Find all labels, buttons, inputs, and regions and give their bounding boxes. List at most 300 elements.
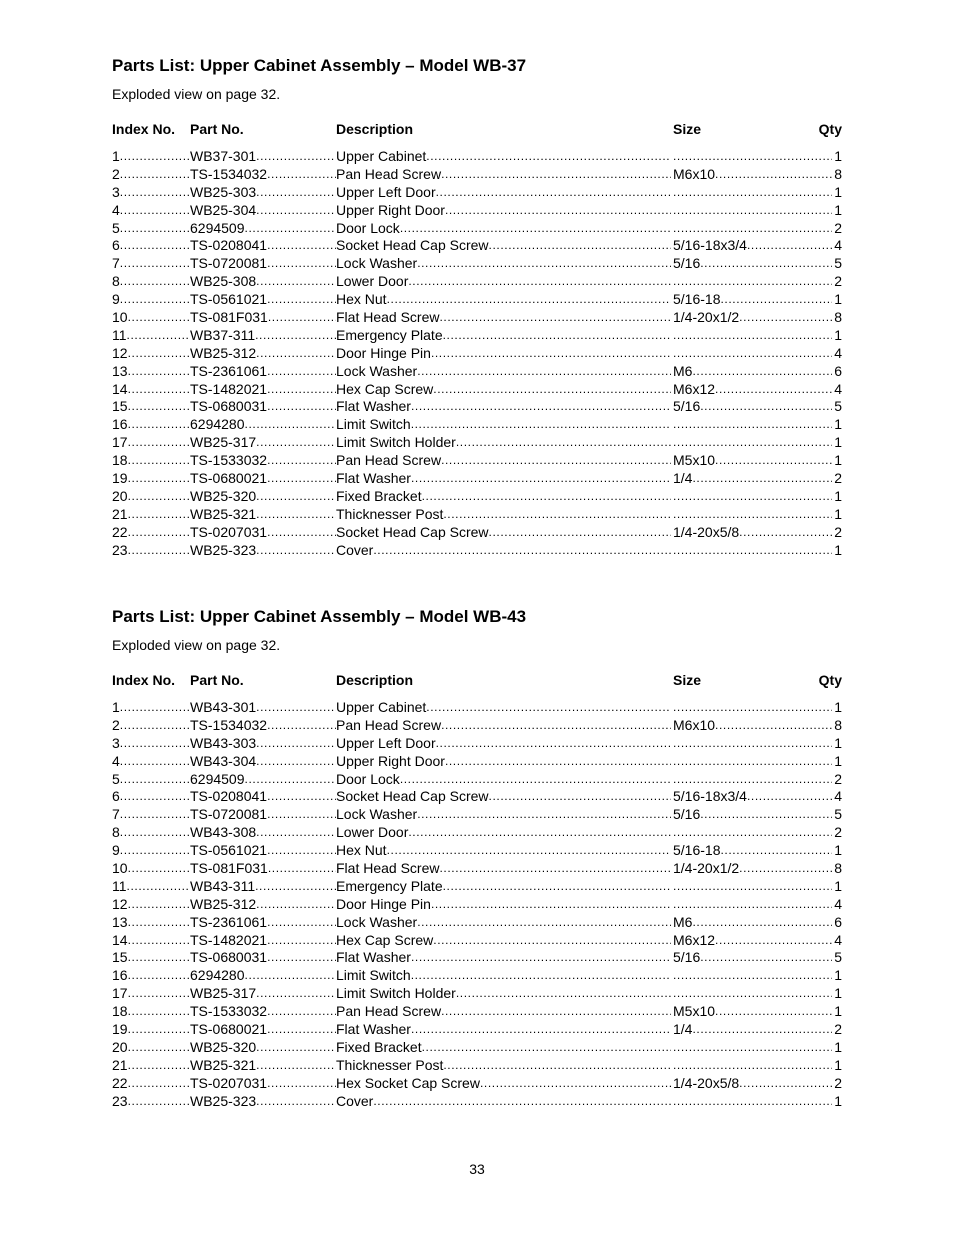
index-text: 22: [112, 1074, 128, 1091]
table-row: [112, 327, 842, 345]
dot-leader: [256, 506, 336, 524]
size-cell: [673, 717, 832, 735]
description-cell: [336, 202, 671, 220]
dot-leader: [417, 806, 671, 824]
table-row: [112, 345, 842, 363]
size-cell: [673, 896, 832, 914]
qty-text: 2: [834, 470, 842, 487]
dot-leader: [256, 202, 336, 220]
index-text: 3: [112, 734, 120, 751]
index-cell: [112, 363, 190, 381]
index-cell: [112, 1039, 190, 1057]
table-row: [112, 381, 842, 399]
description-text: Flat Washer: [336, 470, 411, 487]
index-text: 20: [112, 1038, 128, 1055]
dot-leader: [128, 1021, 190, 1039]
qty-text: 5: [834, 949, 842, 966]
dot-leader: [256, 985, 336, 1003]
part-cell: [190, 416, 336, 434]
table-header: [112, 121, 842, 138]
header-index: Index No.: [112, 121, 176, 137]
dot-leader: [433, 932, 671, 950]
description-text: Emergency Plate: [336, 326, 443, 343]
index-cell: [112, 434, 190, 452]
table-row: [112, 363, 842, 381]
part-text: WB25-320: [190, 1038, 257, 1055]
table-row: [112, 717, 842, 735]
dot-leader: [256, 273, 336, 291]
dot-leader: [673, 967, 832, 985]
description-text: Thicknesser Post: [336, 1056, 444, 1073]
description-text: Flat Head Screw: [336, 860, 440, 877]
part-cell: [190, 220, 336, 238]
description-text: Socket Head Cap Screw: [336, 788, 489, 805]
description-cell: [336, 967, 671, 985]
dot-leader: [673, 416, 832, 434]
dot-leader: [128, 345, 190, 363]
size-cell: [673, 1003, 832, 1021]
dot-leader: [673, 542, 832, 560]
part-cell: [190, 932, 336, 950]
size-cell: [673, 416, 832, 434]
description-cell: [336, 735, 671, 753]
dot-leader: [245, 416, 336, 434]
part-cell: [190, 237, 336, 255]
size-cell: [673, 184, 832, 202]
index-cell: [112, 506, 190, 524]
dot-leader: [256, 434, 336, 452]
dot-leader: [715, 381, 832, 399]
table-row: [112, 878, 842, 896]
dot-leader: [267, 806, 336, 824]
size-cell: [673, 542, 832, 560]
size-text: M6x10: [673, 716, 716, 733]
qty-text: 4: [834, 344, 842, 361]
dot-leader: [120, 806, 190, 824]
index-cell: [112, 967, 190, 985]
size-cell: [673, 806, 832, 824]
part-cell: [190, 788, 336, 806]
description-cell: [336, 166, 671, 184]
description-text: Hex Cap Screw: [336, 931, 434, 948]
dot-leader: [443, 506, 671, 524]
index-text: 21: [112, 505, 128, 522]
description-cell: [336, 148, 671, 166]
index-text: 12: [112, 344, 128, 361]
index-text: 5: [112, 770, 120, 787]
dot-leader: [267, 524, 336, 542]
dot-leader: [245, 967, 336, 985]
description-cell: [336, 434, 671, 452]
size-cell: [673, 753, 832, 771]
dot-leader: [673, 488, 832, 506]
size-cell: [673, 1039, 832, 1057]
dot-leader: [120, 166, 190, 184]
index-cell: [112, 398, 190, 416]
part-text: TS-2361061: [190, 913, 268, 930]
size-cell: [673, 842, 832, 860]
index-text: 19: [112, 470, 128, 487]
qty-text: 1: [834, 201, 842, 218]
dot-leader: [267, 1021, 336, 1039]
qty-text: 4: [834, 237, 842, 254]
dot-leader: [673, 985, 832, 1003]
index-cell: [112, 488, 190, 506]
description-cell: [336, 381, 671, 399]
part-text: WB25-320: [190, 487, 257, 504]
dot-leader: [715, 1003, 832, 1021]
description-text: Door Hinge Pin: [336, 344, 431, 361]
part-text: WB25-317: [190, 985, 257, 1002]
dot-leader: [120, 184, 190, 202]
dot-leader: [747, 237, 832, 255]
index-text: 9: [112, 842, 120, 859]
part-cell: [190, 806, 336, 824]
part-cell: [190, 148, 336, 166]
size-cell: [673, 932, 832, 950]
description-text: Limit Switch Holder: [336, 985, 456, 1002]
index-cell: [112, 184, 190, 202]
index-cell: [112, 788, 190, 806]
qty-text: 2: [834, 523, 842, 540]
dot-leader: [267, 949, 336, 967]
table-row: [112, 1003, 842, 1021]
size-text: M5x10: [673, 452, 716, 469]
part-text: WB25-321: [190, 1056, 257, 1073]
index-text: 23: [112, 541, 128, 558]
table-row: [112, 506, 842, 524]
table-row: [112, 753, 842, 771]
qty-text: 8: [834, 716, 842, 733]
dot-leader: [128, 524, 190, 542]
description-text: Hex Cap Screw: [336, 380, 434, 397]
table-row: [112, 452, 842, 470]
dot-leader: [739, 309, 832, 327]
section-subtitle: Exploded view on page 32.: [112, 637, 281, 653]
part-text: 6294280: [190, 967, 245, 984]
description-text: Limit Switch: [336, 416, 411, 433]
index-text: 10: [112, 309, 128, 326]
index-cell: [112, 842, 190, 860]
parts-table-body: [112, 148, 842, 559]
table-row: [112, 220, 842, 238]
part-text: WB43-304: [190, 752, 257, 769]
description-cell: [336, 291, 671, 309]
dot-leader: [411, 1021, 671, 1039]
index-text: 19: [112, 1021, 128, 1038]
header-qty: Qty: [818, 121, 842, 137]
size-text: 1/4: [673, 1021, 693, 1038]
dot-leader: [445, 753, 671, 771]
part-text: WB37-301: [190, 148, 257, 164]
dot-leader: [256, 542, 336, 560]
dot-leader: [673, 184, 832, 202]
description-cell: [336, 470, 671, 488]
index-cell: [112, 291, 190, 309]
dot-leader: [739, 860, 832, 878]
size-cell: [673, 363, 832, 381]
qty-text: 1: [834, 541, 842, 558]
description-cell: [336, 184, 671, 202]
dot-leader: [720, 842, 832, 860]
qty-text: 1: [834, 842, 842, 859]
description-cell: [336, 1003, 671, 1021]
table-row: [112, 255, 842, 273]
part-cell: [190, 345, 336, 363]
part-text: WB43-308: [190, 824, 257, 841]
description-cell: [336, 1075, 671, 1093]
dot-leader: [256, 1057, 336, 1075]
table-row: [112, 1039, 842, 1057]
part-cell: [190, 1093, 336, 1111]
dot-leader: [692, 1021, 832, 1039]
dot-leader: [120, 273, 190, 291]
dot-leader: [128, 506, 190, 524]
dot-leader: [436, 184, 671, 202]
dot-leader: [441, 452, 671, 470]
part-text: WB25-323: [190, 541, 257, 558]
qty-text: 8: [834, 860, 842, 877]
qty-text: 8: [834, 309, 842, 326]
table-row: [112, 470, 842, 488]
description-text: Hex Socket Cap Screw: [336, 1074, 480, 1091]
part-cell: [190, 824, 336, 842]
part-text: WB25-317: [190, 434, 257, 451]
size-text: 1/4-20x5/8: [673, 1074, 740, 1091]
description-cell: [336, 506, 671, 524]
size-cell: [673, 237, 832, 255]
qty-text: 4: [834, 788, 842, 805]
size-text: M6x10: [673, 165, 716, 182]
description-cell: [336, 949, 671, 967]
size-cell: [673, 148, 832, 166]
dot-leader: [489, 524, 671, 542]
part-text: TS-081F031: [190, 860, 268, 877]
dot-leader: [256, 184, 336, 202]
qty-text: 1: [834, 985, 842, 1002]
dot-leader: [673, 345, 832, 363]
table-row: [112, 914, 842, 932]
part-cell: [190, 524, 336, 542]
table-row: [112, 148, 842, 166]
dot-leader: [120, 824, 190, 842]
part-cell: [190, 434, 336, 452]
index-text: 18: [112, 1003, 128, 1020]
description-cell: [336, 237, 671, 255]
section-subtitle: Exploded view on page 32.: [112, 86, 281, 102]
part-cell: [190, 166, 336, 184]
qty-text: 1: [834, 183, 842, 200]
part-text: TS-1534032: [190, 716, 268, 733]
qty-text: 1: [834, 699, 842, 715]
size-cell: [673, 255, 832, 273]
index-cell: [112, 273, 190, 291]
description-cell: [336, 932, 671, 950]
part-cell: [190, 1003, 336, 1021]
qty-text: 1: [834, 1056, 842, 1073]
part-text: WB25-304: [190, 201, 257, 218]
part-cell: [190, 1075, 336, 1093]
part-text: WB37-311: [190, 326, 256, 343]
dot-leader: [720, 291, 832, 309]
dot-leader: [256, 699, 336, 717]
part-cell: [190, 735, 336, 753]
dot-leader: [256, 488, 336, 506]
qty-text: 4: [834, 931, 842, 948]
dot-leader: [431, 345, 671, 363]
index-text: 7: [112, 806, 120, 823]
qty-text: 4: [834, 895, 842, 912]
dot-leader: [267, 1003, 336, 1021]
dot-leader: [127, 878, 190, 896]
size-text: 5/16: [673, 806, 701, 823]
part-text: TS-0680021: [190, 1021, 268, 1038]
index-text: 18: [112, 452, 128, 469]
part-text: TS-0561021: [190, 842, 268, 859]
dot-leader: [128, 452, 190, 470]
description-text: Lower Door: [336, 273, 409, 290]
description-text: Door Lock: [336, 219, 400, 236]
dot-leader: [411, 398, 671, 416]
size-cell: [673, 860, 832, 878]
part-cell: [190, 398, 336, 416]
dot-leader: [128, 1075, 190, 1093]
description-text: Limit Switch Holder: [336, 434, 456, 451]
index-cell: [112, 896, 190, 914]
part-text: WB25-323: [190, 1092, 257, 1109]
dot-leader: [673, 699, 832, 717]
index-cell: [112, 860, 190, 878]
index-cell: [112, 824, 190, 842]
index-text: 16: [112, 967, 128, 984]
dot-leader: [700, 806, 832, 824]
dot-leader: [255, 878, 336, 896]
description-cell: [336, 488, 671, 506]
index-text: 2: [112, 716, 120, 733]
size-text: 5/16-18: [673, 291, 721, 308]
dot-leader: [120, 735, 190, 753]
description-cell: [336, 824, 671, 842]
dot-leader: [673, 896, 832, 914]
dot-leader: [673, 273, 832, 291]
dot-leader: [739, 524, 832, 542]
description-cell: [336, 896, 671, 914]
description-cell: [336, 542, 671, 560]
index-cell: [112, 949, 190, 967]
description-text: Door Lock: [336, 770, 400, 787]
dot-leader: [120, 220, 190, 238]
size-text: 5/16-18x3/4: [673, 788, 747, 805]
description-cell: [336, 788, 671, 806]
dot-leader: [700, 949, 832, 967]
part-cell: [190, 914, 336, 932]
part-cell: [190, 896, 336, 914]
dot-leader: [715, 166, 832, 184]
description-text: Lock Washer: [336, 255, 418, 272]
dot-leader: [411, 470, 671, 488]
index-text: 5: [112, 219, 120, 236]
index-text: 20: [112, 487, 128, 504]
dot-leader: [408, 824, 671, 842]
dot-leader: [673, 148, 832, 166]
dot-leader: [673, 327, 832, 345]
table-row: [112, 735, 842, 753]
dot-leader: [128, 932, 190, 950]
index-cell: [112, 1021, 190, 1039]
index-cell: [112, 524, 190, 542]
part-cell: [190, 985, 336, 1003]
index-cell: [112, 1057, 190, 1075]
size-cell: [673, 1057, 832, 1075]
index-cell: [112, 542, 190, 560]
index-cell: [112, 220, 190, 238]
part-text: WB25-303: [190, 183, 257, 200]
index-text: 17: [112, 985, 128, 1002]
dot-leader: [411, 967, 671, 985]
part-text: TS-0720081: [190, 806, 268, 823]
index-cell: [112, 932, 190, 950]
description-text: Socket Head Cap Screw: [336, 523, 489, 540]
index-text: 8: [112, 824, 120, 841]
part-cell: [190, 967, 336, 985]
dot-leader: [268, 309, 336, 327]
qty-text: 1: [834, 734, 842, 751]
index-text: 4: [112, 752, 120, 769]
qty-text: 1: [834, 505, 842, 522]
dot-leader: [673, 753, 832, 771]
dot-leader: [245, 771, 336, 789]
dot-leader: [268, 860, 336, 878]
index-text: 10: [112, 860, 128, 877]
qty-text: 1: [834, 877, 842, 894]
index-text: 7: [112, 255, 120, 272]
qty-text: 1: [834, 967, 842, 984]
size-text: 5/16-18x3/4: [673, 237, 747, 254]
table-row: [112, 1057, 842, 1075]
dot-leader: [456, 434, 671, 452]
size-text: 5/16-18: [673, 842, 721, 859]
index-cell: [112, 202, 190, 220]
index-cell: [112, 806, 190, 824]
part-cell: [190, 1057, 336, 1075]
parts-list-wb43: [112, 606, 842, 1110]
size-text: M6x12: [673, 931, 716, 948]
index-cell: [112, 345, 190, 363]
part-cell: [190, 327, 336, 345]
part-cell: [190, 363, 336, 381]
index-text: 13: [112, 362, 128, 379]
description-text: Lock Washer: [336, 806, 418, 823]
part-text: TS-0207031: [190, 1074, 268, 1091]
size-text: 5/16: [673, 949, 701, 966]
size-text: 1/4-20x5/8: [673, 523, 740, 540]
dot-leader: [439, 309, 671, 327]
size-cell: [673, 506, 832, 524]
size-cell: [673, 398, 832, 416]
dot-leader: [441, 717, 671, 735]
part-text: TS-1533032: [190, 452, 268, 469]
dot-leader: [256, 345, 336, 363]
dot-leader: [256, 1093, 336, 1111]
part-cell: [190, 184, 336, 202]
index-text: 3: [112, 183, 120, 200]
description-text: Socket Head Cap Screw: [336, 237, 489, 254]
table-row: [112, 488, 842, 506]
part-text: TS-0207031: [190, 523, 268, 540]
header-size: Size: [673, 121, 702, 137]
section-title: Parts List: Upper Cabinet Assembly – Model WB-43: [112, 607, 527, 626]
part-cell: [190, 506, 336, 524]
